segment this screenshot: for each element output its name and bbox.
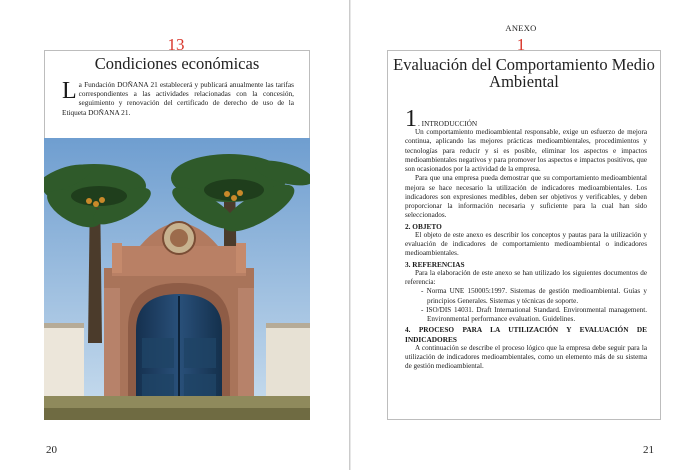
section-1-paragraph-2: Para que una empresa pueda demostrar que su comportamiento medioambiental mejora se hace necesario la utilización de indicadores medioambientales. Los indicadores son expresiones medibles, deben ser objetivos y verificables, y deben proporcionar la información necesaria y suficiente para la cual han sido seleccionados. bbox=[405, 174, 647, 220]
section-1-number: 1 bbox=[405, 106, 417, 132]
right-chapter-number: 1 bbox=[516, 35, 526, 54]
section-4-paragraph: A continuación se describe el proceso lógico que la empresa debe seguir para la utilización de indicadores medioambientales, como un elemento más de su sistema de gestión medioambiental. bbox=[405, 343, 647, 371]
section-3-heading: 3. REFERENCIAS bbox=[405, 259, 465, 269]
section-3-paragraph: Para la elaboración de este anexo se han utilizado los siguientes documentos de referencia: bbox=[405, 268, 647, 286]
left-chapter-number: 13 bbox=[167, 35, 185, 54]
left-page bbox=[0, 0, 349, 470]
right-page bbox=[351, 0, 700, 470]
right-page-title: Evaluación del Comportamiento Medio Ambiental bbox=[393, 55, 655, 91]
gate-palm-photo bbox=[44, 138, 310, 420]
section-1-label: . INTRODUCCIÓN bbox=[418, 118, 478, 128]
reference-item: - ISO/DIS 14031. Draft International Standard. Environmental management. Environmental performance evaluation. Guidelines. bbox=[421, 305, 647, 323]
section-2-paragraph: El objeto de este anexo es describir los conceptos y pautas para la utilización y evaluación de indicadores de comportamiento medioambiental o indicadores medioambientales. bbox=[405, 230, 647, 258]
intro-dropcap: L bbox=[62, 78, 77, 104]
section-1-paragraph-1: Un comportamiento medioambiental responsable, exige un esfuerzo de mejora continua, aplicando las mejores prácticas medioambientales, procedimientos y tecnologías para reducir y si es posible, eliminar los aspectos e impactos medioambientales negativos y para promover los aspectos e impactos positivos, que son ocasionados por la actividad de la empresa. bbox=[405, 128, 647, 173]
left-page-number: 20 bbox=[46, 444, 57, 456]
section-4-heading: 4. PROCESO PARA LA UTILIZACIÓN Y EVALUACIÓN DE INDICADORES bbox=[405, 325, 647, 344]
right-page-number: 21 bbox=[643, 444, 654, 456]
gate-palm-illustration bbox=[44, 138, 310, 420]
annex-body bbox=[405, 106, 647, 372]
left-intro-paragraph bbox=[62, 80, 294, 117]
left-page-title: Condiciones económicas bbox=[94, 54, 260, 73]
intro-text: a Fundación DOÑANA 21 establecerá y publicará anualmente las tarifas correspondientes a las actividades relacionadas con la concesión, seguimiento y renovación del certificado de derecho de uso de la Etiqueta DOÑANA 21. bbox=[62, 80, 294, 117]
section-2-heading: 2. OBJETO bbox=[405, 221, 442, 231]
section-1-heading bbox=[405, 106, 647, 132]
annex-header: ANEXO bbox=[505, 23, 537, 33]
reference-item: - Norma UNE 150005:1997. Sistemas de gestión medioambiental. Guías y principios Generales. Sistemas y técnicas de soporte. bbox=[421, 287, 647, 305]
